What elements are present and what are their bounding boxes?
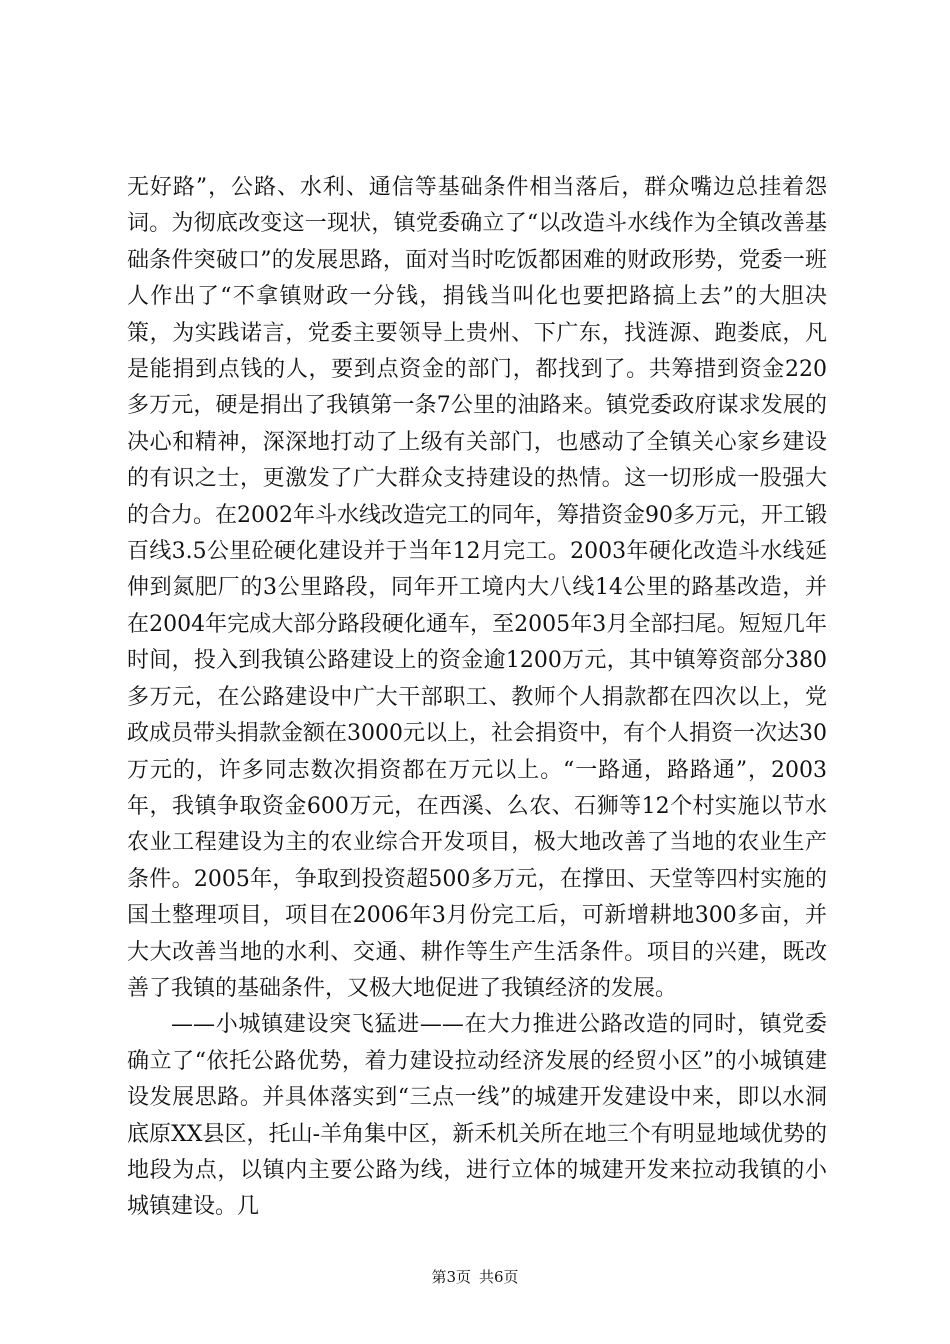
paragraph-town-construction: ——小城镇建设突飞猛进——在大力推进公路改造的同时，镇党委确立了“依托公路优势，着力建设拉动经济发展的经贸小区”的小城镇建设发展思路。并具体落实到“三点一线”的城建开发建设中来，即以水洞底原XX县区，托山-羊角集中区，新禾机关所在地三个有明显地域优势的地段为点，以镇内主要公路为线，进行立体的城建开发来拉动我镇的小城镇建设。几 — [127, 1012, 827, 1220]
page-total: 共6页 — [479, 1268, 519, 1286]
page-footer — [0, 1267, 950, 1287]
page-number: 第3页 — [431, 1268, 471, 1286]
document-body — [127, 170, 827, 1226]
paragraph-road-construction: 无好路”，公路、水利、通信等基础条件相当落后，群众嘴边总挂着怨词。为彻底改变这一现状，镇党委确立了“以改造斗水线作为全镇改善基础条件突破口”的发展思路，面对当时吃饭都困难的财政形势，党委一班人作出了“不拿镇财政一分钱，捐钱当叫化也要把路搞上去”的大胆决策，为实践诺言，党委主要领导上贵州、下广东，找涟源、跑娄底，凡是能捐到点钱的人，要到点资金的部门，都找到了。共筹措到资金220多万元，硬是捐出了我镇第一条7公里的油路来。镇党委政府谋求发展的决心和精神，深深地打动了上级有关部门，也感动了全镇关心家乡建设的有识之士，更激发了广大群众支持建设的热情。这一切形成一股强大的合力。在2002年斗水线改造完工的同年，筹措资金90多万元，开工锻百线3.5公里砼硬化建设并于当年12月完工。2003年硬化改造斗水线延伸到氮肥厂的3公里路段，同年开工境内大八线14公里的路基改造，并在2004年完成大部分路段硬化通车，至2005年3月全部扫尾。短短几年时间，投入到我镇公路建设上的资金逾1200万元，其中镇筹资部分380多万元，在公路建设中广大干部职工、教师个人捐款都在四次以上，党政成员带头捐款金额在3000元以上，社会捐资中，有个人捐资一次达30万元的，许多同志数次捐资都在万元以上。“一路通，路路通”，2003年，我镇争取资金600万元，在西溪、么农、石狮等12个村实施以节水农业工程建设为主的农业综合开发项目，极大地改善了当地的农业生产条件。2005年，争取到投资超500多万元，在撑田、天堂等四村实施的国土整理项目，项目在2006年3月份完工后，可新增耕地300多亩，并大大改善当地的水利、交通、耕作等生产生活条件。项目的兴建，既改善了我镇的基础条件，又极大地促进了我镇经济的发展。 — [127, 175, 827, 1001]
